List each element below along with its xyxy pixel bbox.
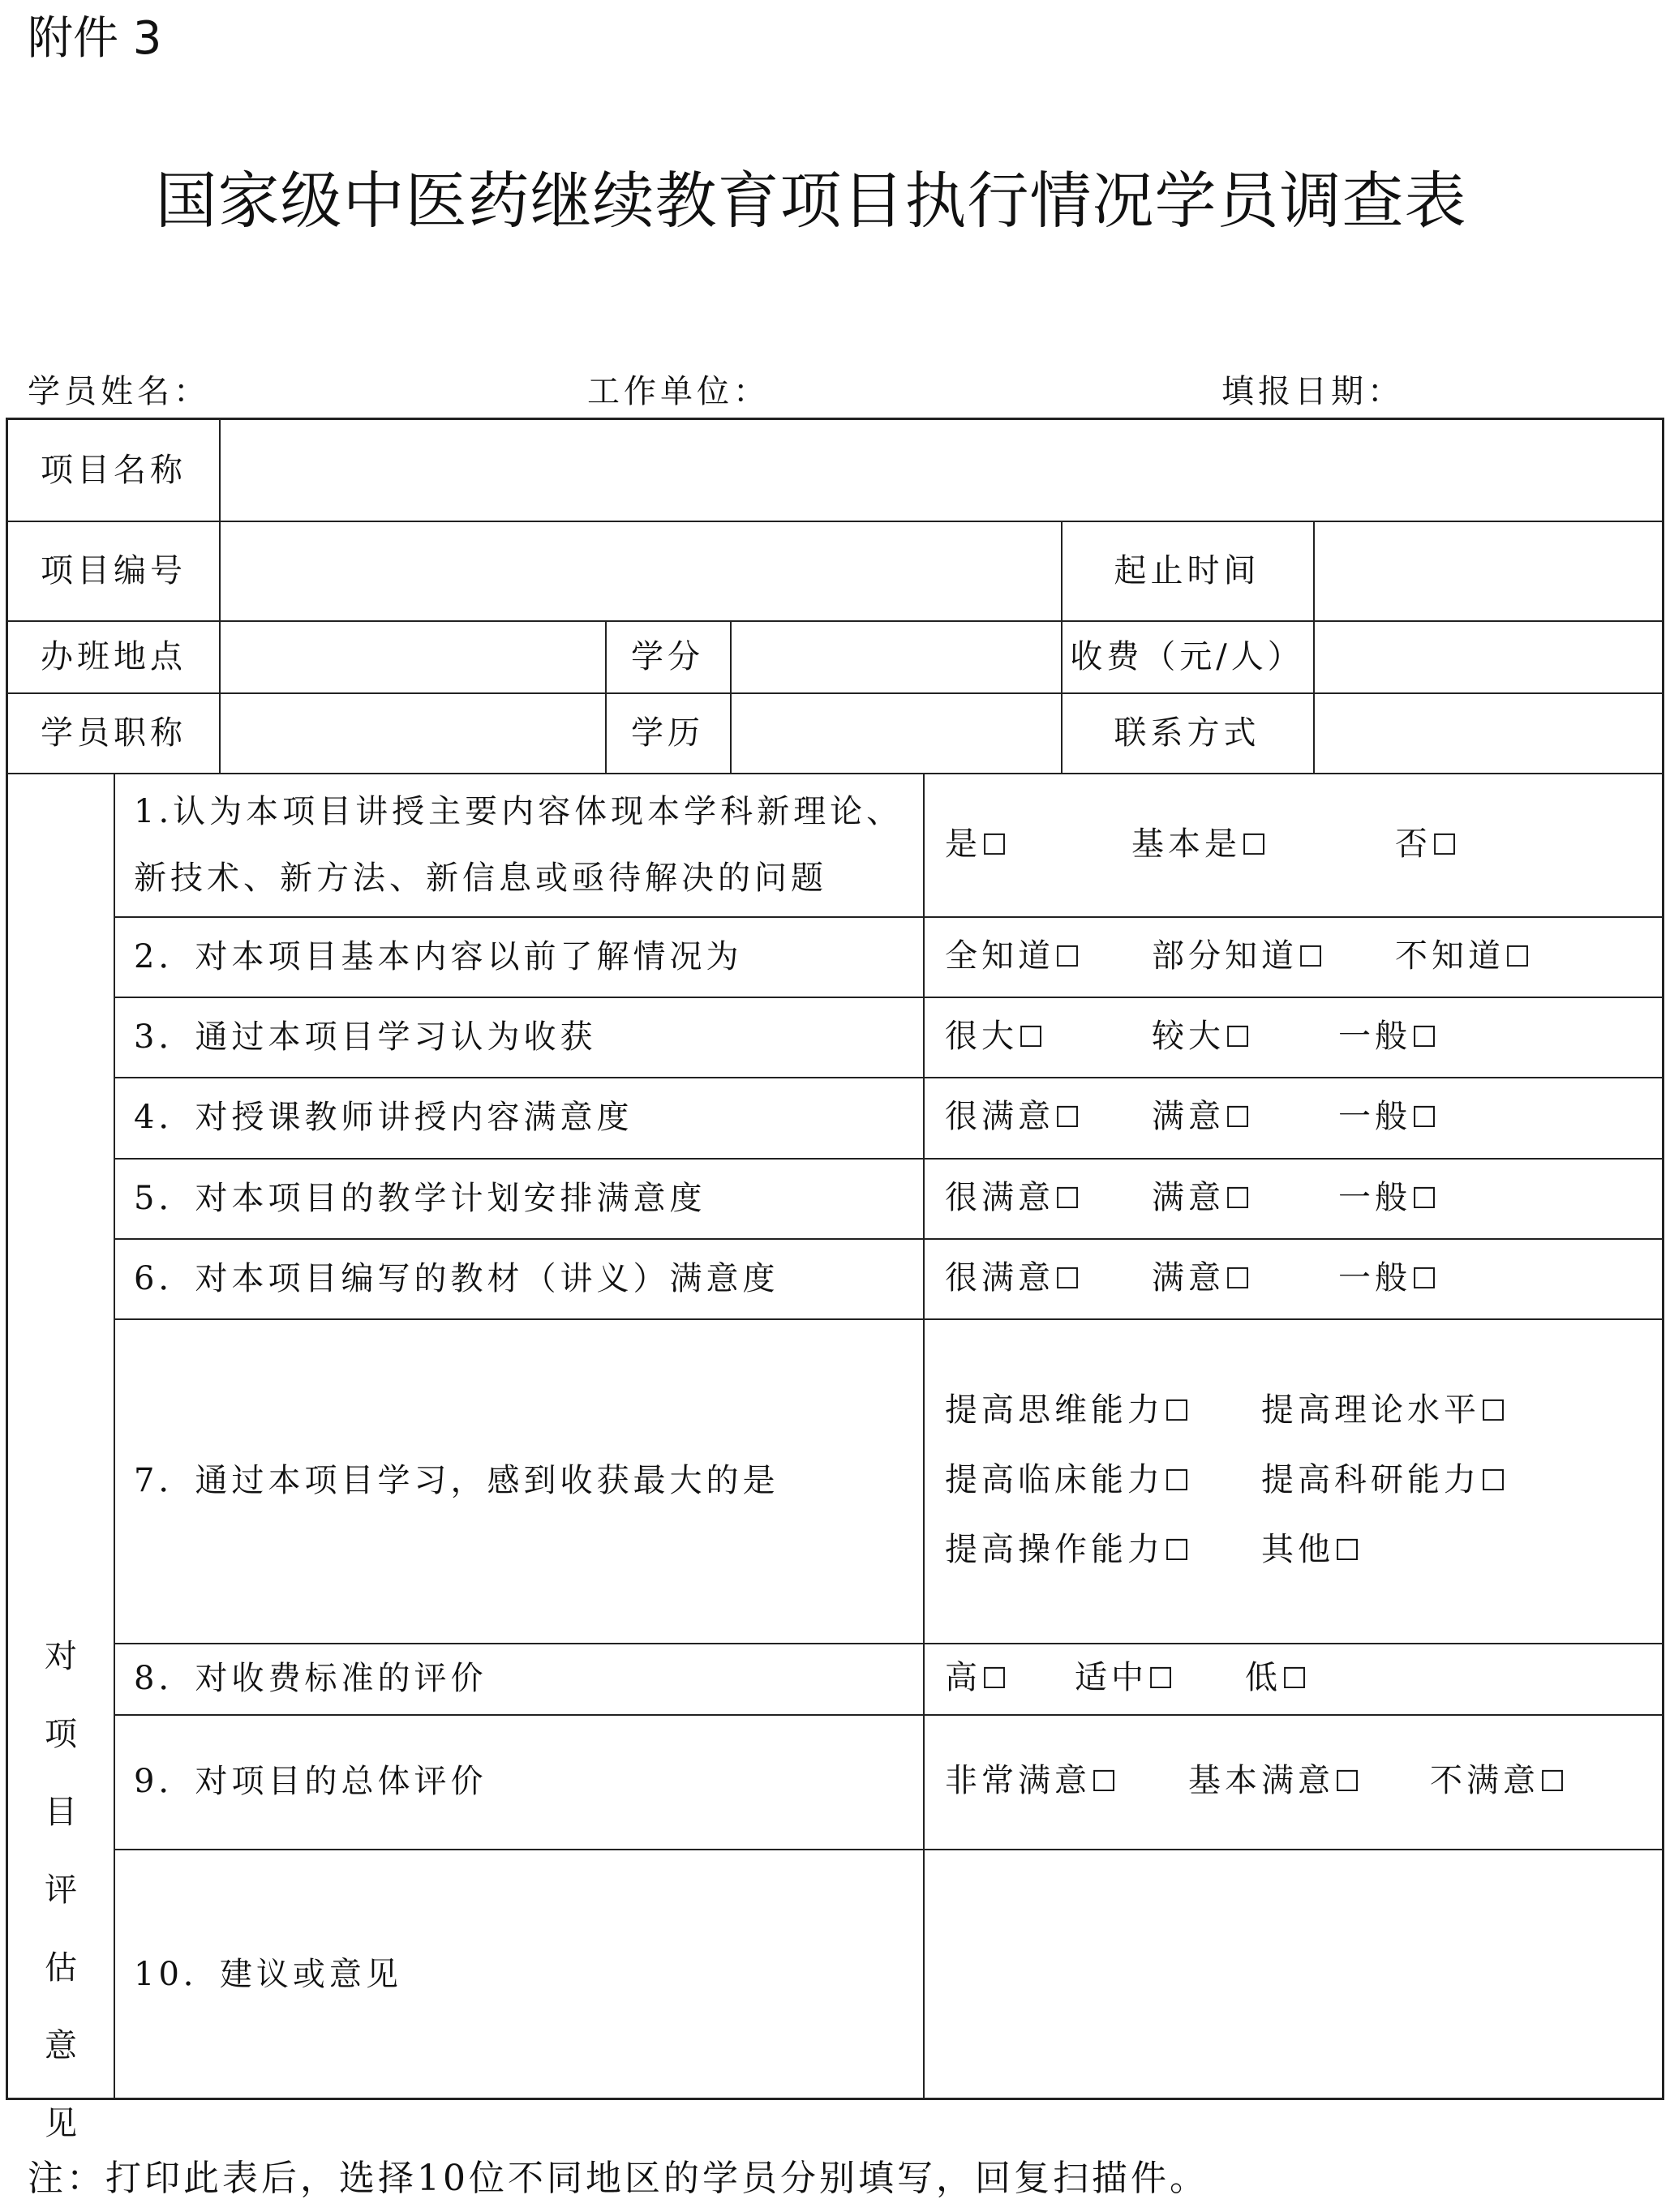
question-2-options [945, 916, 1659, 997]
education-field[interactable] [732, 692, 1061, 773]
question-1-line-1: 1.认为本项目讲授主要内容体现本学科新理论、 [134, 792, 904, 830]
option-clinical-ability[interactable]: 提高临床能力☐ [945, 1461, 1191, 1498]
checkbox-icon[interactable]: ☐ [981, 1662, 1008, 1695]
section-char: 估 [45, 1949, 77, 1987]
checkbox-icon[interactable]: ☐ [1411, 1181, 1438, 1215]
option-average[interactable]: 一般☐ [1338, 1098, 1438, 1135]
contact-field[interactable] [1315, 692, 1664, 773]
section-char: 评 [45, 1871, 77, 1909]
checkbox-icon[interactable]: ☐ [1432, 828, 1458, 862]
project-name-field[interactable] [221, 420, 1664, 521]
option-thinking-ability[interactable]: 提高思维能力☐ [945, 1391, 1191, 1429]
option-very-large[interactable]: 很大☐ [945, 1017, 1045, 1055]
checkbox-icon[interactable]: ☐ [1054, 940, 1081, 974]
question-7-options [945, 1318, 1659, 1643]
checkbox-icon[interactable]: ☐ [1334, 1765, 1361, 1798]
option-no[interactable]: 否☐ [1395, 825, 1458, 863]
checkbox-icon[interactable]: ☐ [1054, 1101, 1081, 1134]
checkbox-icon[interactable]: ☐ [1225, 1101, 1251, 1134]
question-1-line-2: 新技术、新方法、新信息或亟待解决的问题 [134, 859, 827, 897]
document-title: 国家级中医药继续教育项目执行情况学员调查表 [155, 165, 1467, 237]
option-large[interactable]: 较大☐ [1152, 1017, 1251, 1055]
option-theory-level[interactable]: 提高理论水平☐ [1261, 1391, 1507, 1429]
checkbox-icon[interactable]: ☐ [1505, 940, 1531, 974]
section-char: 对 [45, 1638, 77, 1675]
period-field[interactable] [1315, 521, 1664, 620]
option-not-know[interactable]: 不知道☐ [1395, 937, 1531, 975]
credit-label: 学分 [631, 637, 704, 675]
option-yes[interactable]: 是☐ [945, 825, 1008, 863]
question-4-options [945, 1077, 1659, 1158]
checkbox-icon[interactable]: ☐ [1480, 1464, 1507, 1498]
question-3: 3．通过本项目学习认为收获 [134, 1018, 597, 1056]
option-moderate[interactable]: 适中☐ [1075, 1659, 1174, 1696]
checkbox-icon[interactable]: ☐ [1054, 1181, 1081, 1215]
option-partly-know[interactable]: 部分知道☐ [1152, 937, 1324, 975]
checkbox-icon[interactable]: ☐ [1334, 1534, 1361, 1567]
option-average[interactable]: 一般☐ [1338, 1258, 1438, 1297]
option-low[interactable]: 低☐ [1245, 1659, 1308, 1696]
checkbox-icon[interactable]: ☐ [1225, 1262, 1251, 1296]
fill-date-label: 填报日期： [1221, 373, 1404, 410]
question-5-options [945, 1158, 1659, 1238]
question-6: 6．对本项目编写的教材（讲义）满意度 [134, 1259, 779, 1297]
question-3-options [945, 997, 1659, 1077]
question-9: 9．对项目的总体评价 [134, 1763, 487, 1800]
checkbox-icon[interactable]: ☐ [1018, 1020, 1045, 1054]
checkbox-icon[interactable]: ☐ [1225, 1020, 1251, 1054]
section-char: 项 [45, 1716, 77, 1753]
checkbox-icon[interactable]: ☐ [1164, 1395, 1191, 1428]
option-research-ability[interactable]: 提高科研能力☐ [1261, 1461, 1507, 1498]
project-number-field[interactable] [221, 521, 1061, 620]
question-6-options [945, 1238, 1659, 1318]
option-fully-know[interactable]: 全知道☐ [945, 937, 1081, 975]
option-mostly-yes[interactable]: 基本是☐ [1131, 825, 1268, 863]
project-name-label: 项目名称 [41, 452, 187, 489]
survey-form [6, 418, 1664, 2142]
period-label: 起止时间 [1114, 551, 1260, 589]
student-name-label: 学员姓名： [28, 373, 210, 410]
section-char: 意 [45, 2027, 77, 2064]
option-satisfied[interactable]: 满意☐ [1152, 1178, 1251, 1216]
option-operation-ability[interactable]: 提高操作能力☐ [945, 1531, 1191, 1568]
project-number-label: 项目编号 [41, 551, 187, 589]
title-label: 学员职称 [41, 714, 187, 752]
suggestion-field[interactable] [925, 1849, 1664, 2100]
checkbox-icon[interactable]: ☐ [1091, 1765, 1118, 1798]
checkbox-icon[interactable]: ☐ [1480, 1395, 1507, 1428]
contact-label: 联系方式 [1114, 714, 1260, 752]
title-field[interactable] [221, 692, 605, 773]
checkbox-icon[interactable]: ☐ [1411, 1262, 1438, 1296]
education-label: 学历 [631, 714, 704, 752]
evaluation-section-label [8, 1634, 114, 2146]
option-other[interactable]: 其他☐ [1261, 1531, 1361, 1568]
checkbox-icon[interactable]: ☐ [1164, 1464, 1191, 1498]
annex-label: 附件 3 [28, 12, 162, 65]
checkbox-icon[interactable]: ☐ [1411, 1101, 1438, 1134]
option-average[interactable]: 一般☐ [1338, 1178, 1438, 1216]
checkbox-icon[interactable]: ☐ [1281, 1662, 1308, 1695]
checkbox-icon[interactable]: ☐ [1225, 1181, 1251, 1215]
option-satisfied[interactable]: 满意☐ [1152, 1258, 1251, 1297]
location-label: 办班地点 [41, 637, 187, 675]
checkbox-icon[interactable]: ☐ [1411, 1020, 1438, 1054]
checkbox-icon[interactable]: ☐ [1054, 1262, 1081, 1296]
option-basically-satisfied[interactable]: 基本满意☐ [1188, 1762, 1361, 1799]
option-very-satisfied[interactable]: 非常满意☐ [945, 1762, 1118, 1799]
question-2: 2．对本项目基本内容以前了解情况为 [134, 937, 743, 975]
question-7: 7．通过本项目学习，感到收获最大的是 [134, 1462, 779, 1499]
fee-field[interactable] [1315, 620, 1664, 692]
work-unit-label: 工作单位： [587, 373, 770, 410]
footnote: 注：打印此表后，选择10位不同地区的学员分别填写，回复扫描件。 [28, 2158, 1208, 2199]
section-char: 目 [45, 1794, 77, 1831]
checkbox-icon[interactable]: ☐ [1539, 1765, 1566, 1798]
option-very-satisfied[interactable]: 很满意☐ [945, 1258, 1081, 1297]
section-char: 见 [45, 2105, 77, 2142]
option-average[interactable]: 一般☐ [1338, 1017, 1438, 1055]
option-satisfied[interactable]: 满意☐ [1152, 1098, 1251, 1135]
option-very-satisfied[interactable]: 很满意☐ [945, 1098, 1081, 1135]
checkbox-icon[interactable]: ☐ [1164, 1534, 1191, 1567]
question-8: 8．对收费标准的评价 [134, 1660, 487, 1697]
option-very-satisfied[interactable]: 很满意☐ [945, 1178, 1081, 1216]
checkbox-icon[interactable]: ☐ [1298, 940, 1324, 974]
checkbox-icon[interactable]: ☐ [1148, 1662, 1174, 1695]
question-10: 10．建议或意见 [134, 1956, 402, 1993]
question-1-options [945, 773, 1659, 916]
question-5: 5．对本项目的教学计划安排满意度 [134, 1179, 706, 1217]
question-4: 4．对授课教师讲授内容满意度 [134, 1099, 633, 1136]
question-8-options [945, 1643, 1659, 1714]
credit-field[interactable] [732, 620, 1061, 692]
option-unsatisfied[interactable]: 不满意☐ [1430, 1762, 1566, 1799]
question-1 [134, 773, 912, 916]
fee-label: 收费（元/人） [1070, 637, 1304, 675]
location-field[interactable] [221, 620, 605, 692]
checkbox-icon[interactable]: ☐ [1241, 828, 1268, 862]
checkbox-icon[interactable]: ☐ [981, 828, 1008, 862]
option-high[interactable]: 高☐ [945, 1659, 1008, 1696]
question-9-options [945, 1714, 1659, 1849]
